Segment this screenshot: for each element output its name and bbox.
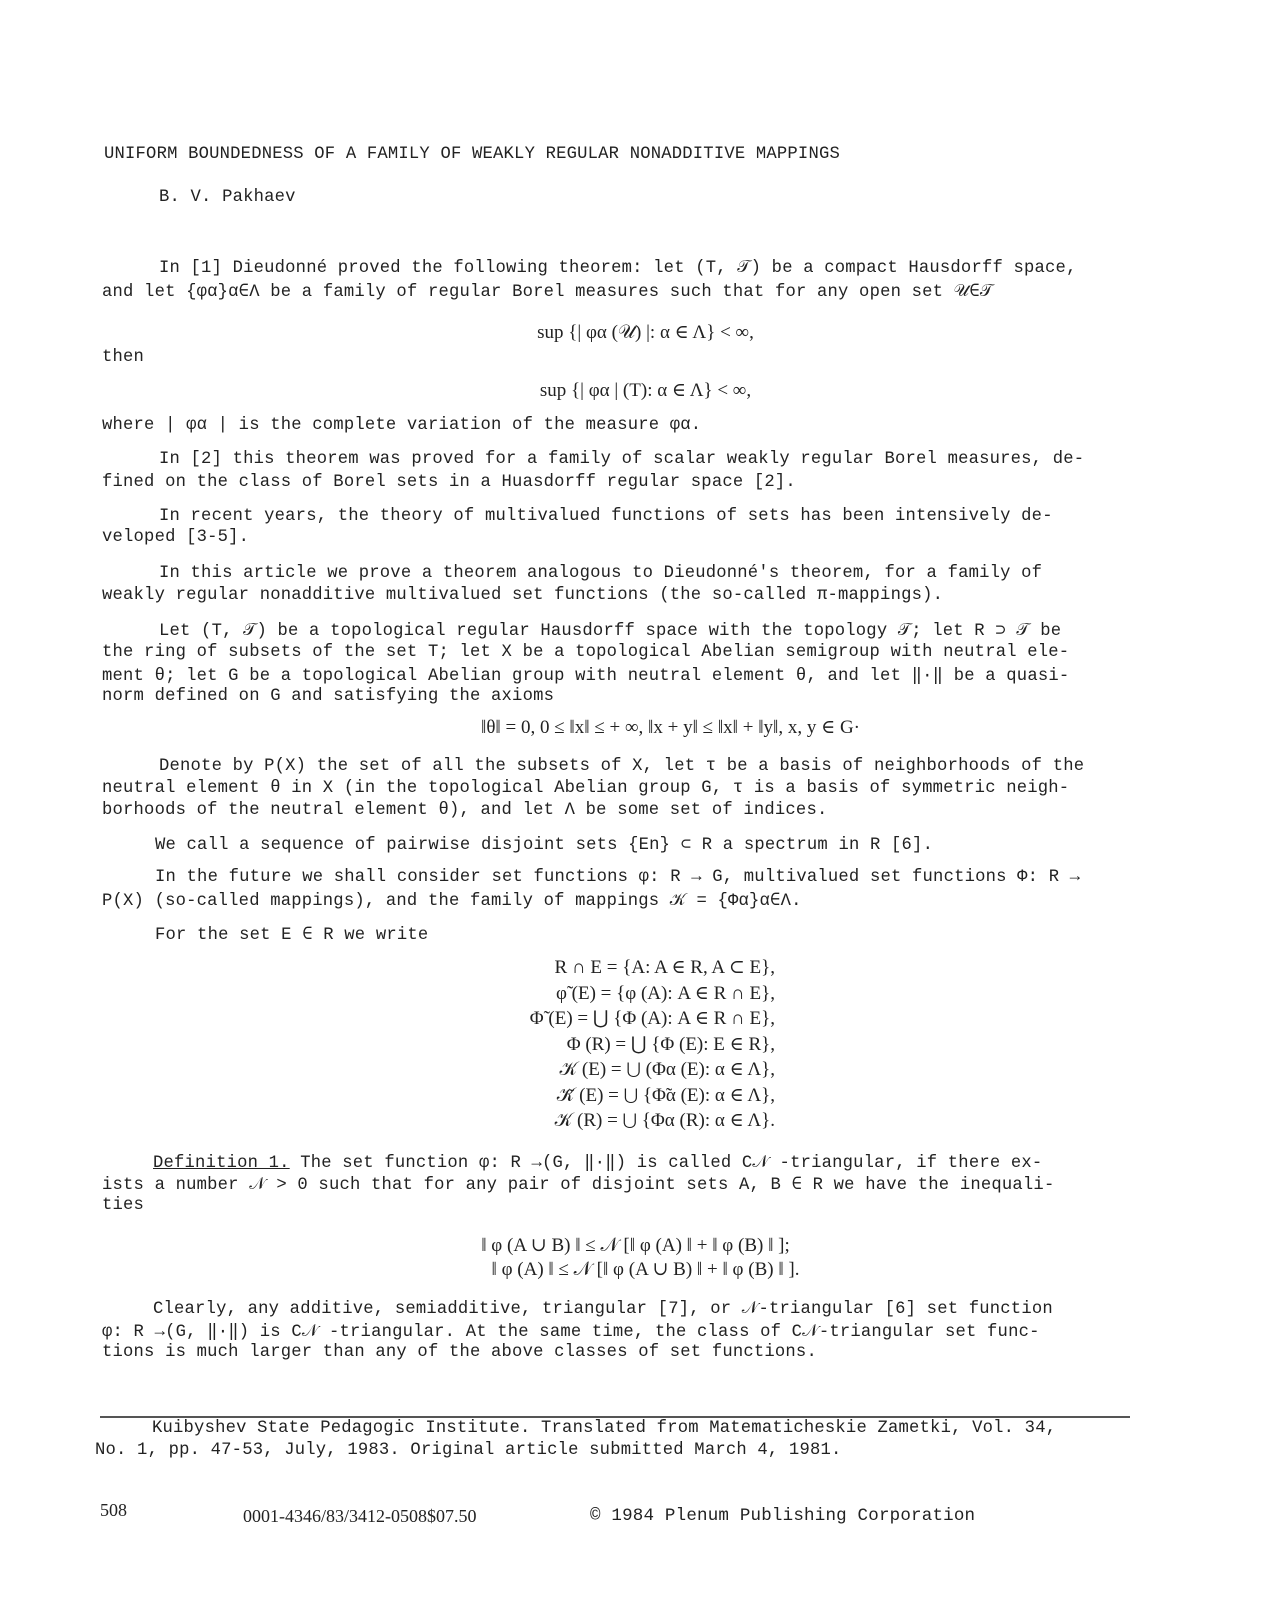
paragraph-line: Let (T, 𝒯) be a topological regular Hausdorff space with the topology 𝒯; let R ⊃ 𝒯 be [159,622,1062,641]
publication-code: 0001-4346/83/3412-0508$07.50 [243,1506,477,1526]
paragraph-line: ties [102,1196,145,1215]
paragraph-line: We call a sequence of pairwise disjoint sets {En} ⊂ R a spectrum in R [6]. [155,836,934,855]
footnote-line: No. 1, pp. 47-53, July, 1983. Original article submitted March 4, 1981. [95,1441,842,1460]
page-number: 508 [100,1500,127,1520]
definition-equation: 𝒦̃ (E) = ⋃ {Φ̃α (E): α ∈ Λ}, [556,1084,775,1106]
paragraph-line: P(X) (so-called mappings), and the family of mappings 𝒦 = {Φα}α∈Λ. [102,892,802,911]
paragraph-line: tions is much larger than any of the above classes of set functions. [102,1343,817,1362]
paragraph-line: Clearly, any additive, semiadditive, triangular [7], or 𝒩-triangular [6] set function [153,1300,1053,1319]
paragraph-line: ists a number 𝒩 > 0 such that for any pair of disjoint sets A, B ∈ R we have the inequali- [102,1176,1055,1195]
paragraph-line: In [2] this theorem was proved for a family of scalar weakly regular Borel measures, de- [159,450,1085,469]
inequality: ‖ φ (A ∪ B) ‖ ≤ 𝒩 [‖ φ (A) ‖ + ‖ φ (B) ‖ ]; [481,1235,790,1256]
inequality: ‖ φ (A) ‖ ≤ 𝒩 [‖ φ (A ∪ B) ‖ + ‖ φ (B) ‖ ]. [491,1259,800,1280]
paragraph-line: and let {φα}α∈Λ be a family of regular Borel measures such that for any open set 𝒰∈𝒯 [102,283,994,302]
author: B. V. Pakhaev [159,188,296,207]
paragraph-line: fined on the class of Borel sets in a Huasdorff regular space [2]. [102,473,796,492]
paper-title: UNIFORM BOUNDEDNESS OF A FAMILY OF WEAKLY REGULAR NONADDITIVE MAPPINGS [104,145,840,164]
definition-equation: 𝒦 (E) = ⋃ (Φα (E): α ∈ Λ}, [559,1059,775,1080]
equation: sup {| φα (𝒰) |: α ∈ Λ} < ∞, [537,322,754,343]
paragraph-line: borhoods of the neutral element θ), and let Λ be some set of indices. [102,801,828,820]
paragraph-line: the ring of subsets of the set T; let X be a topological Abelian semigroup with neutral ele- [102,643,1070,662]
footnote-line: Kuibyshev State Pedagogic Institute. Translated from Matematicheskie Zametki, Vol. 34, [152,1419,1057,1438]
definition-equation: Φ̃ (E) = ⋃ {Φ (A): A ∈ R ∩ E}, [529,1008,775,1029]
paragraph-line: weakly regular nonadditive multivalued set functions (the so-called π-mappings). [102,586,944,605]
definitions-block [440,955,790,1134]
definition-equation: R ∩ E = {A: A ∈ R, A ⊂ E}, [554,957,775,978]
paragraph-line: neutral element θ in X (in the topological Abelian group G, τ is a basis of symmetric neigh- [102,779,1070,798]
paragraph-line: In the future we shall consider set functions φ: R → G, multivalued set functions Φ: R → [155,868,1081,887]
equation: ‖θ‖ = 0, 0 ≤ ‖x‖ ≤ + ∞, ‖x + y‖ ≤ ‖x‖ + ‖y‖, x, y ∈ G· [481,717,860,738]
paragraph-line: In this article we prove a theorem analogous to Dieudonné's theorem, for a family of [159,564,1043,583]
paragraph-line: φ: R →(G, ‖·‖) is C𝒩 -triangular. At the same time, the class of C𝒩-triangular set func- [102,1323,1040,1342]
equation: sup {| φα | (T): α ∈ Λ} < ∞, [539,380,752,401]
paragraph-line: where | φα | is the complete variation of the measure φα. [102,416,702,435]
copyright: © 1984 Plenum Publishing Corporation [590,1506,976,1526]
definition-label: Definition 1. [153,1154,290,1173]
definition-line [153,1152,1042,1173]
paragraph-line: For the set E ∈ R we write [155,926,429,945]
paragraph-line: veloped [3-5]. [102,528,250,547]
paragraph-line: then [102,348,145,367]
paragraph-line: In [1] Dieudonné proved the following theorem: let (T, 𝒯) be a compact Hausdorff space, [159,259,1077,278]
paragraph-line: ment θ; let G be a topological Abelian group with neutral element θ, and let ‖·‖ be a quasi- [102,667,1070,686]
definition-text: The set function φ: R →(G, ‖·‖) is called C𝒩 -triangular, if there ex- [289,1154,1043,1173]
footnote-divider [100,1416,1130,1418]
definition-equation: φ̃ (E) = {φ (A): A ∈ R ∩ E}, [555,982,775,1004]
definition-equation: 𝒦 (R) = ⋃ {Φα (R): α ∈ Λ}. [554,1110,775,1131]
paragraph-line: Denote by P(X) the set of all the subsets of X, let τ be a basis of neighborhoods of the [159,757,1085,776]
definition-equation: Φ (R) = ⋃ {Φ (E): E ∈ R}, [566,1033,775,1055]
paragraph-line: norm defined on G and satisfying the axioms [102,687,555,706]
paragraph-line: In recent years, the theory of multivalued functions of sets has been intensively de- [159,507,1053,526]
